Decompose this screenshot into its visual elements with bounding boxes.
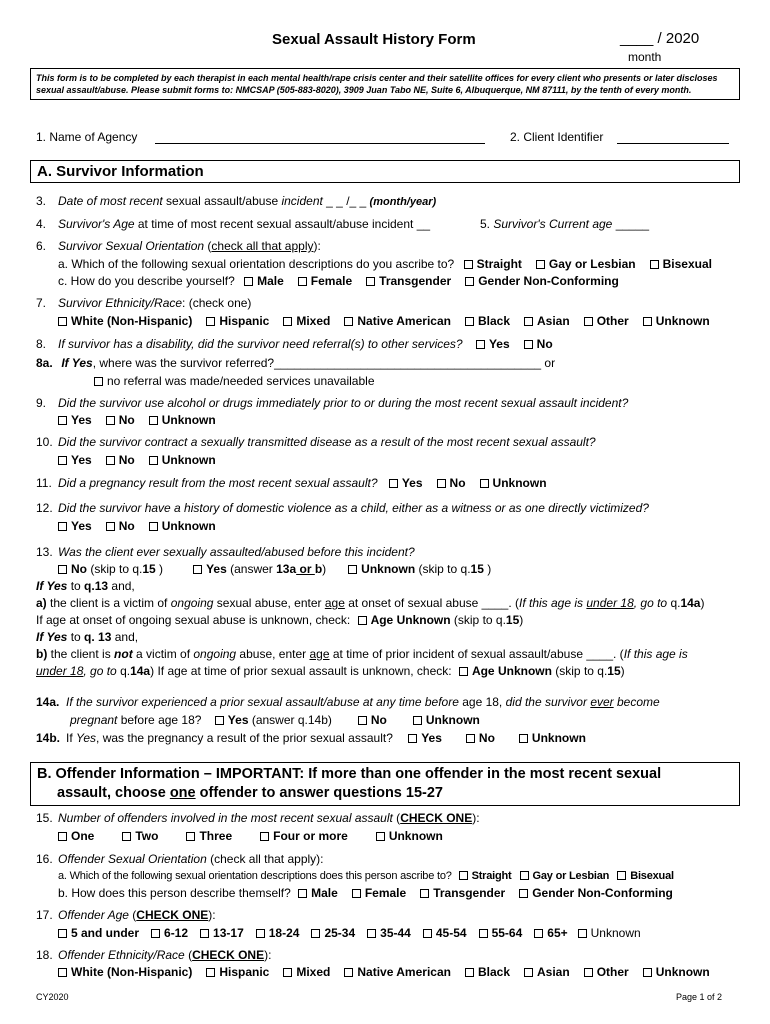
checkbox-icon — [465, 277, 474, 286]
q6a-bisexual[interactable]: Bisexual — [650, 256, 712, 272]
q11-unknown[interactable]: Unknown — [480, 475, 547, 491]
checkbox-icon — [352, 889, 361, 898]
q17-unknown[interactable]: Unknown — [578, 926, 641, 940]
q7: 7. Survivor Ethnicity/Race: (check one) — [36, 296, 252, 310]
month-year-field[interactable]: ____ / 2020 — [620, 30, 700, 47]
q18-other[interactable]: Other — [584, 964, 629, 980]
q18-mixed[interactable]: Mixed — [283, 964, 330, 980]
checkbox-icon — [408, 734, 417, 743]
q16: 16. Offender Sexual Orientation (check all that apply): — [36, 852, 324, 866]
q7-options — [58, 313, 710, 329]
checkbox-icon — [348, 565, 357, 574]
checkbox-icon — [524, 317, 533, 326]
checkbox-icon — [367, 929, 376, 938]
q7-white[interactable]: White (Non-Hispanic) — [58, 313, 192, 329]
q15-three[interactable]: Three — [186, 828, 232, 844]
checkbox-icon — [536, 260, 545, 269]
q14b-unknown[interactable]: Unknown — [519, 730, 586, 746]
q16b: b. How does this person describe themself? Male Female Transgender Gender Non-Conforming — [58, 886, 673, 900]
checkbox-icon — [344, 317, 353, 326]
checkbox-icon — [389, 479, 398, 488]
checkbox-icon — [106, 522, 115, 531]
checkbox-icon — [524, 340, 533, 349]
checkbox-icon — [149, 416, 158, 425]
q13-no[interactable]: No (skip to q.15 ) — [58, 561, 163, 577]
client-id-input[interactable] — [617, 131, 729, 144]
checkbox-icon — [283, 317, 292, 326]
checkbox-icon — [476, 340, 485, 349]
q14a-no[interactable]: No — [358, 712, 387, 728]
q14a-line2: pregnant before age 18? Yes (answer q.14b) No Unknown — [70, 713, 480, 727]
q16b-transgender[interactable]: Transgender — [420, 885, 505, 901]
checkbox-icon — [58, 832, 67, 841]
q13-yes[interactable]: Yes (answer 13a or b) — [193, 561, 326, 577]
checkbox-icon — [459, 667, 468, 676]
q12-yes[interactable]: Yes — [58, 518, 92, 534]
q17: 17. Offender Age (CHECK ONE): — [36, 908, 216, 922]
q17-55-64[interactable]: 55-64 — [479, 925, 523, 941]
q17-options — [58, 925, 641, 941]
checkbox-icon — [358, 616, 367, 625]
page-number: Page 1 of 2 — [676, 992, 723, 1002]
checkbox-icon — [106, 416, 115, 425]
q14b-yes[interactable]: Yes — [408, 730, 442, 746]
checkbox-icon — [186, 832, 195, 841]
q16a: a. Which of the following sexual orientation descriptions does this person ascribe to? Straight Gay or Lesbian Bisexual — [58, 870, 674, 882]
checkbox-icon — [58, 416, 67, 425]
q3: 3. Date of most recent sexual assault/abuse incident _ _ /_ _ (month/year) — [36, 194, 437, 208]
q7-hispanic[interactable]: Hispanic — [206, 313, 269, 329]
q14b-no[interactable]: No — [466, 730, 495, 746]
q17-18-24[interactable]: 18-24 — [256, 925, 300, 941]
q14a: 14a. If the survivor experienced a prior sexual assault/abuse at any time before age 18, did the survivor ever become — [36, 695, 660, 709]
checkbox-icon — [459, 871, 468, 880]
q7-mixed[interactable]: Mixed — [283, 313, 330, 329]
q9-no[interactable]: No — [106, 412, 135, 428]
q7-unknown[interactable]: Unknown — [643, 313, 710, 329]
checkbox-icon — [650, 260, 659, 269]
q13-line3: If age at onset of ongoing sexual abuse is unknown, check: Age Unknown (skip to q.15) — [36, 613, 524, 627]
q17-13-17[interactable]: 13-17 — [200, 925, 244, 941]
q6: 6. Survivor Sexual Orientation (check all that apply): — [36, 239, 321, 253]
q17-45-54[interactable]: 45-54 — [423, 925, 467, 941]
q18-hispanic[interactable]: Hispanic — [206, 964, 269, 980]
checkbox-icon — [437, 479, 446, 488]
q9-unknown[interactable]: Unknown — [149, 412, 216, 428]
checkbox-icon — [479, 929, 488, 938]
checkbox-icon — [58, 522, 67, 531]
checkbox-icon — [260, 832, 269, 841]
q12-unknown[interactable]: Unknown — [149, 518, 216, 534]
q13a-age-unknown[interactable]: Age Unknown — [358, 613, 451, 627]
checkbox-icon — [423, 929, 432, 938]
checkbox-icon — [578, 929, 587, 938]
q11-no[interactable]: No — [437, 475, 466, 491]
checkbox-icon — [519, 889, 528, 898]
checkbox-icon — [58, 317, 67, 326]
checkbox-icon — [617, 871, 626, 880]
q13b-age-unknown[interactable]: Age Unknown — [459, 664, 552, 678]
q17-6-12[interactable]: 6-12 — [151, 925, 188, 941]
checkbox-icon — [298, 889, 307, 898]
checkbox-icon — [244, 277, 253, 286]
q6a: a. Which of the following sexual orientation descriptions do you ascribe to? Straight Gay or Lesbian Bisexual — [58, 257, 712, 271]
q15-unknown[interactable]: Unknown — [376, 828, 443, 844]
q11-yes[interactable]: Yes — [389, 475, 423, 491]
checkbox-icon — [58, 456, 67, 465]
q17-35-44[interactable]: 35-44 — [367, 925, 411, 941]
q18-options — [58, 964, 710, 980]
q6c-male[interactable]: Male — [244, 273, 284, 289]
checkbox-icon — [643, 317, 652, 326]
month-label: month — [628, 50, 662, 64]
q8a-option[interactable]: no referral was made/needed services unavailable — [94, 373, 375, 389]
checkbox-icon — [58, 929, 67, 938]
q13-options — [58, 561, 491, 577]
section-a-header: A. Survivor Information — [30, 160, 740, 183]
checkbox-icon — [193, 565, 202, 574]
q15: 15. Number of offenders involved in the most recent sexual assault (CHECK ONE): — [36, 811, 480, 825]
q17-25-34[interactable]: 25-34 — [311, 925, 355, 941]
q16a-bisexual[interactable]: Bisexual — [617, 868, 674, 884]
checkbox-icon — [58, 565, 67, 574]
q7-native-american[interactable]: Native American — [344, 313, 451, 329]
checkbox-icon — [524, 968, 533, 977]
checkbox-icon — [206, 317, 215, 326]
checkbox-icon — [584, 968, 593, 977]
q6a-straight[interactable]: Straight — [464, 256, 522, 272]
q13-line2: a) the client is a victim of ongoing sexual abuse, enter age at onset of sexual abuse ____. (If this age is under 18, go to q.14a) — [36, 596, 705, 610]
checkbox-icon — [298, 277, 307, 286]
q18-white[interactable]: White (Non-Hispanic) — [58, 964, 192, 980]
q17-5-under[interactable]: 5 and under — [58, 925, 139, 941]
form-title: Sexual Assault History Form — [272, 31, 476, 48]
checkbox-icon — [466, 734, 475, 743]
q13-line5: b) the client is not a victim of ongoing abuse, enter age at time of prior incident of sexual assault/abuse ____. (If this age is — [36, 647, 688, 661]
checkbox-icon — [376, 832, 385, 841]
q6a-gay-lesbian[interactable]: Gay or Lesbian — [536, 256, 636, 272]
checkbox-icon — [413, 716, 422, 725]
q14b: 14b. If Yes, was the pregnancy a result of the prior sexual assault? Yes No Unknown — [36, 731, 586, 745]
checkbox-icon — [420, 889, 429, 898]
q18-black[interactable]: Black — [465, 964, 510, 980]
q7-asian[interactable]: Asian — [524, 313, 570, 329]
checkbox-icon — [520, 871, 529, 880]
q17-65-plus[interactable]: 65+ — [534, 925, 567, 941]
q18-unknown[interactable]: Unknown — [643, 964, 710, 980]
q13-line4: If Yes to q. 13 and, — [36, 630, 139, 644]
checkbox-icon — [94, 377, 103, 386]
q6c-transgender[interactable]: Transgender — [366, 273, 451, 289]
checkbox-icon — [584, 317, 593, 326]
checkbox-icon — [283, 968, 292, 977]
q8a: 8a. If Yes, where was the survivor referred?________________________________________ or — [36, 356, 556, 370]
q6c: c. How do you describe yourself? Male Female Transgender Gender Non-Conforming — [58, 274, 619, 288]
q15-options — [58, 828, 457, 844]
client-id-label: 2. Client Identifier — [510, 130, 604, 144]
q8-yes[interactable]: Yes — [476, 336, 510, 352]
q8: 8. If survivor has a disability, did the survivor need referral(s) to other services? Yes No — [36, 337, 553, 351]
checkbox-icon — [200, 929, 209, 938]
checkbox-icon — [358, 716, 367, 725]
section-b-header: B. Offender Information – IMPORTANT: If more than one offender in the most recent sexual assault, choose one offender to answer questions 15-27 — [30, 762, 740, 806]
checkbox-icon — [106, 456, 115, 465]
q15-four-or-more[interactable]: Four or more — [260, 828, 348, 844]
checkbox-icon — [151, 929, 160, 938]
checkbox-icon — [643, 968, 652, 977]
q13-line6: under 18, go to q.14a) If age at time of prior sexual assault is unknown, check: Age Unknown (skip to q.15) — [36, 664, 625, 678]
q16b-male[interactable]: Male — [298, 885, 338, 901]
checkbox-icon — [311, 929, 320, 938]
q13-line1: If Yes to q.13 and, — [36, 579, 135, 593]
q7-other[interactable]: Other — [584, 313, 629, 329]
agency-field-row — [36, 130, 485, 144]
checkbox-icon — [465, 317, 474, 326]
q11: 11. Did a pregnancy result from the most recent sexual assault? Yes No Unknown — [36, 476, 547, 490]
checkbox-icon — [519, 734, 528, 743]
checkbox-icon — [149, 456, 158, 465]
q15-two[interactable]: Two — [122, 828, 158, 844]
q5: 5. Survivor's Current age _____ — [480, 217, 650, 231]
checkbox-icon — [344, 968, 353, 977]
q15-one[interactable]: One — [58, 828, 94, 844]
q8-no[interactable]: No — [524, 336, 553, 352]
checkbox-icon — [58, 968, 67, 977]
q16b-gnc[interactable]: Gender Non-Conforming — [519, 885, 673, 901]
checkbox-icon — [480, 479, 489, 488]
checkbox-icon — [366, 277, 375, 286]
q10-yes[interactable]: Yes — [58, 452, 92, 468]
checkbox-icon — [464, 260, 473, 269]
q9-yes[interactable]: Yes — [58, 412, 92, 428]
q14a-yes[interactable]: Yes (answer q.14b) — [215, 712, 332, 728]
q13: 13. Was the client ever sexually assaulted/abused before this incident? — [36, 545, 415, 559]
q9: 9. Did the survivor use alcohol or drugs immediately prior to or during the most recent sexual assault incident? — [36, 396, 629, 410]
agency-label: 1. Name of Agency — [36, 130, 138, 144]
q12: 12. Did the survivor have a history of domestic violence as a child, either as a witness or as one directly victimized? — [36, 501, 649, 515]
q10-unknown[interactable]: Unknown — [149, 452, 216, 468]
agency-input[interactable] — [155, 131, 485, 144]
client-id-row — [510, 130, 729, 144]
checkbox-icon — [465, 968, 474, 977]
q12-no[interactable]: No — [106, 518, 135, 534]
q6c-female[interactable]: Female — [298, 273, 352, 289]
intro-box: This form is to be completed by each therapist in each mental health/rape crisis center and their satellite offices for every client who presents or later discloses sexual assault/abuse. Please submit forms to: NMCSAP (505-883-8020), 3909 Juan Tabo NE, Suite 6, Albuquerque, NM 87111, by the tenth of every month. — [30, 68, 740, 100]
q18-asian[interactable]: Asian — [524, 964, 570, 980]
q9-options — [58, 412, 230, 428]
q10-no[interactable]: No — [106, 452, 135, 468]
footer-code: CY2020 — [36, 992, 69, 1002]
q14a-unknown[interactable]: Unknown — [413, 712, 480, 728]
q18-native-american[interactable]: Native American — [344, 964, 451, 980]
q16a-straight[interactable]: Straight — [459, 868, 512, 884]
q16b-female[interactable]: Female — [352, 885, 406, 901]
checkbox-icon — [206, 968, 215, 977]
q10: 10. Did the survivor contract a sexually transmitted disease as a result of the most recent sexual assault? — [36, 435, 596, 449]
q13-unknown[interactable]: Unknown (skip to q.15 ) — [348, 561, 491, 577]
checkbox-icon — [534, 929, 543, 938]
q10-options — [58, 452, 230, 468]
q6c-gnc[interactable]: Gender Non-Conforming — [465, 273, 619, 289]
q16a-gay-lesbian[interactable]: Gay or Lesbian — [520, 868, 610, 884]
checkbox-icon — [215, 716, 224, 725]
q18: 18. Offender Ethnicity/Race (CHECK ONE): — [36, 948, 272, 962]
q12-options — [58, 518, 230, 534]
checkbox-icon — [122, 832, 131, 841]
q4: 4. Survivor's Age at time of most recent sexual assault/abuse incident __ — [36, 217, 431, 231]
checkbox-icon — [256, 929, 265, 938]
q7-black[interactable]: Black — [465, 313, 510, 329]
checkbox-icon — [149, 522, 158, 531]
